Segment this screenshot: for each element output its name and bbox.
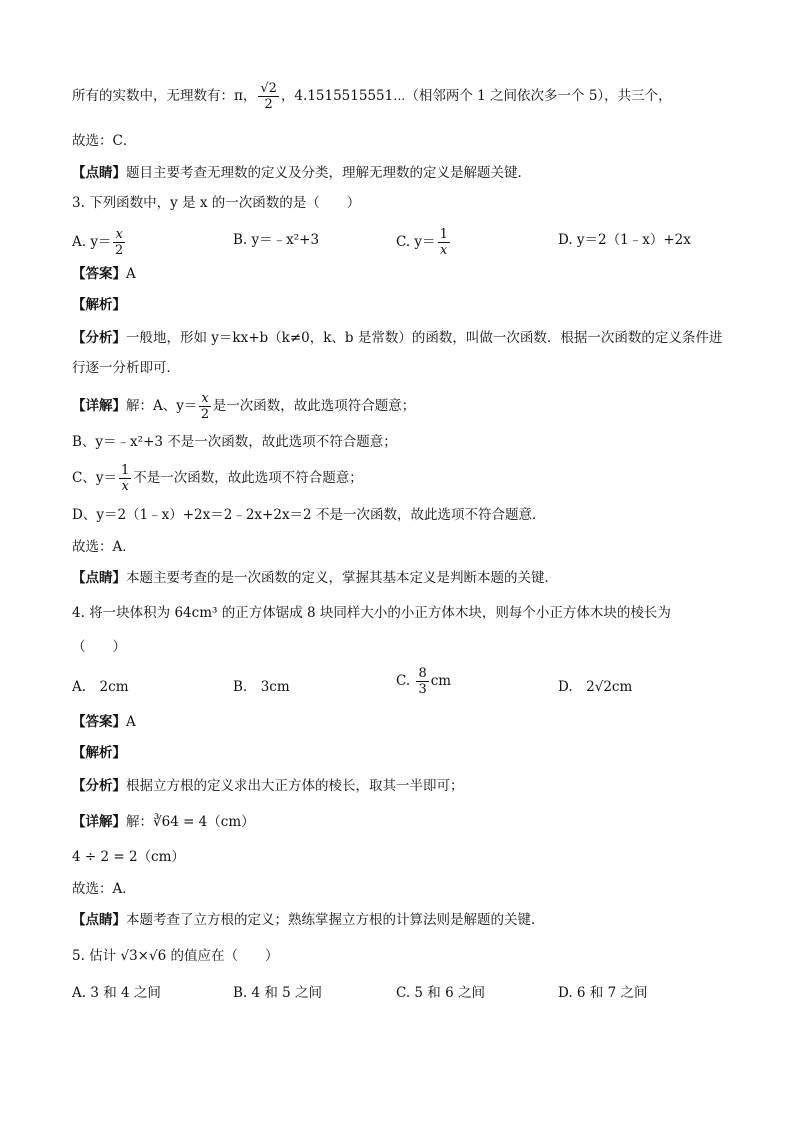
q3-option-b: B. y＝﹣x²+3 xyxy=(233,232,320,248)
q4-option-d: D. 2√2cm xyxy=(558,679,633,695)
q3-choice: 故选：A． xyxy=(72,539,136,555)
q3-analysis-line-2: 行逐一分析即可． xyxy=(72,360,180,376)
question-5-stem: 5. 估计 √3×√6 的值应在（ ） xyxy=(72,948,279,964)
irrational-list-line xyxy=(72,81,672,112)
q4-calc: 4 ÷ 2 = 2（cm） xyxy=(72,849,185,865)
comment-line: 【点睛】题目主要考查无理数的定义及分类，理解无理数的定义是解题关键． xyxy=(72,165,531,181)
q3-detail-b: B、y＝﹣x²+3 不是一次函数，故此选项不符合题意； xyxy=(72,434,397,450)
question-3-stem: 3. 下列函数中，y 是 x 的一次函数的是（ ） xyxy=(72,195,361,211)
line-text: ，4.1515515551⋯（相邻两个 1 之间依次多一个 5），共三个， xyxy=(280,88,672,104)
q4-option-a: A. 2cm xyxy=(72,679,129,695)
q3-analysis-line-1: 【分析】一般地，形如 y＝kx+b（k≠0，k、b 是常数）的函数，叫做一次函数．根据一次函数的定义条件进 xyxy=(72,330,723,346)
q5-option-c: C. 5 和 6 之间 xyxy=(396,985,485,1001)
q3-analysis-heading: 【解析】 xyxy=(72,297,126,313)
q4-comment: 【点睛】本题考查了立方根的定义；熟练掌握立方根的计算法则是解题的关键． xyxy=(72,912,545,928)
q4-answer: 【答案】A xyxy=(72,714,136,730)
q5-option-b: B. 4 和 5 之间 xyxy=(233,985,323,1001)
q4-detail: 【详解】解：∛64 = 4（cm） xyxy=(72,814,255,830)
q4-option-c: C. $\frac{8}{3}$ cm xyxy=(396,666,452,697)
answer-choice-line: 故选：C． xyxy=(72,133,137,149)
q3-option-d: D. y＝2（1﹣x）+2x xyxy=(558,232,691,248)
question-4-paren: （ ） xyxy=(72,639,126,655)
line-text: 所有的实数中，无理数有：π， xyxy=(72,88,257,104)
q3-option-a: A. y＝ $\frac{x}{2}$ xyxy=(72,227,124,258)
q4-option-b: B. 3cm xyxy=(233,679,290,695)
q3-comment: 【点睛】本题主要考查的是一次函数的定义，掌握其基本定义是判断本题的关键． xyxy=(72,570,558,586)
q4-analysis-heading: 【解析】 xyxy=(72,745,126,761)
fraction-sqrt2-over-2: $\frac{√2}{2}$ xyxy=(260,81,277,112)
q5-option-d: D. 6 和 7 之间 xyxy=(558,985,648,1001)
q4-choice: 故选：A． xyxy=(72,881,136,897)
q3-answer: 【答案】A xyxy=(72,266,136,282)
q3-detail-c: C、y＝ $\frac{1}{x}$ 不是一次函数，故此选项不符合题意； xyxy=(72,463,363,494)
q4-analysis: 【分析】根据立方根的定义求出大正方体的棱长，取其一半即可； xyxy=(72,778,464,794)
question-4-stem: 4. 将一块体积为 64cm³ 的正方体锯成 8 块同样大小的小正方体木块，则每个小正方体木块的棱长为 xyxy=(72,605,671,621)
q5-option-a: A. 3 和 4 之间 xyxy=(72,985,161,1001)
q3-detail-d: D、y＝2（1﹣x）+2x＝2﹣2x+2x＝2 不是一次函数，故此选项不符合题意． xyxy=(72,507,546,523)
q3-detail-a: 【详解】解：A、y＝ $\frac{x}{2}$ 是一次函数，故此选项符合题意； xyxy=(72,391,416,422)
q3-option-c: C. y＝ $\frac{1}{x}$ xyxy=(396,227,448,258)
